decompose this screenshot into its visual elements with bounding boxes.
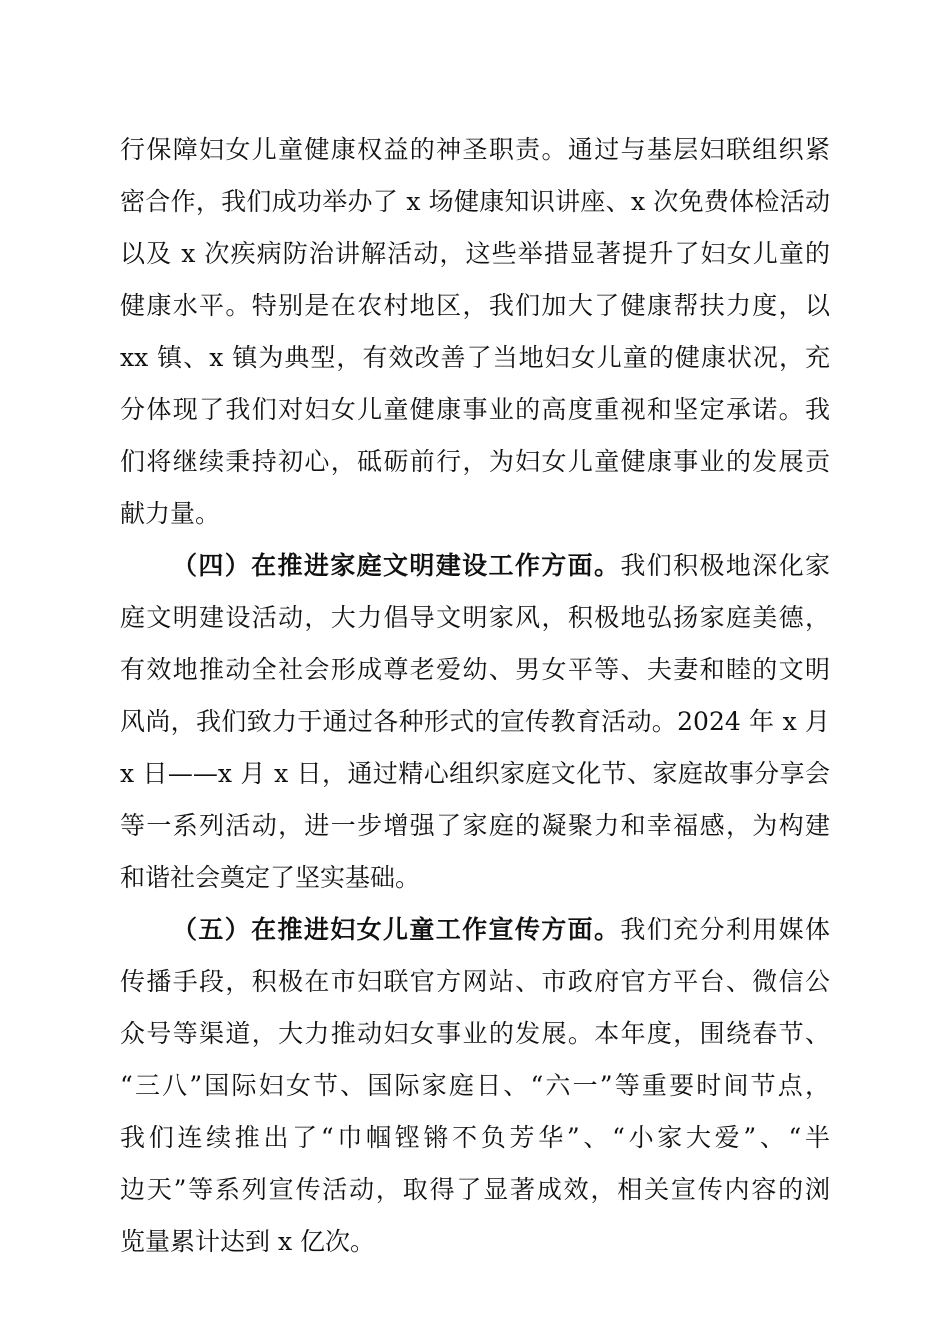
paragraph-family-civilization bbox=[120, 540, 830, 904]
document-body bbox=[120, 124, 830, 1268]
section-heading-five: （五）在推进妇女儿童工作宣传方面。 bbox=[172, 915, 621, 944]
text-run: 我们积极地深化家 bbox=[620, 551, 830, 580]
text-line: 分体现了我们对妇女儿童健康事业的高度重视和坚定承诺。我 bbox=[120, 395, 830, 424]
text-line: 有效地推动全社会形成尊老爱幼、男女平等、夫妻和睦的文明 bbox=[120, 655, 830, 684]
text-line: 等一系列活动，进一步增强了家庭的凝聚力和幸福感，为构建 bbox=[120, 811, 830, 840]
text-line: 以及 x 次疾病防治讲解活动，这些举措显著提升了妇女儿童的 bbox=[120, 239, 830, 268]
text-line: 和谐社会奠定了坚实基础。 bbox=[120, 863, 421, 892]
text-line: 庭文明建设活动，大力倡导文明家风，积极地弘扬家庭美德， bbox=[120, 603, 830, 632]
paragraph-health bbox=[120, 124, 830, 540]
text-line: xx 镇、x 镇为典型，有效改善了当地妇女儿童的健康状况，充 bbox=[120, 343, 830, 372]
text-line-first bbox=[120, 904, 830, 956]
text-line: x 日——x 月 x 日，通过精心组织家庭文化节、家庭故事分享会 bbox=[120, 759, 830, 788]
section-heading-four: （四）在推进家庭文明建设工作方面。 bbox=[172, 551, 621, 580]
text-line: 献力量。 bbox=[120, 499, 221, 528]
text-line: 行保障妇女儿童健康权益的神圣职责。通过与基层妇联组织紧 bbox=[120, 135, 830, 164]
text-line: 传播手段，积极在市妇联官方网站、市政府官方平台、微信公 bbox=[120, 967, 830, 996]
text-run: 我们充分利用媒体 bbox=[620, 915, 830, 944]
text-line: 风尚，我们致力于通过各种形式的宣传教育活动。2024 年 x 月 bbox=[120, 707, 830, 736]
text-line: 健康水平。特别是在农村地区，我们加大了健康帮扶力度，以 bbox=[120, 291, 830, 320]
text-line: 我们连续推出了“巾帼铿锵不负芳华”、“小家大爱”、“半 bbox=[120, 1123, 830, 1152]
text-line: “三八”国际妇女节、国际家庭日、“六一”等重要时间节点， bbox=[120, 1071, 830, 1100]
text-line: 密合作，我们成功举办了 x 场健康知识讲座、x 次免费体检活动 bbox=[120, 187, 830, 216]
text-line: 边天”等系列宣传活动，取得了显著成效，相关宣传内容的浏 bbox=[120, 1175, 830, 1204]
text-line: 览量累计达到 x 亿次。 bbox=[120, 1227, 375, 1256]
paragraph-publicity bbox=[120, 904, 830, 1268]
text-line-first bbox=[120, 540, 830, 592]
text-line: 众号等渠道，大力推动妇女事业的发展。本年度，围绕春节、 bbox=[120, 1019, 830, 1048]
text-line: 们将继续秉持初心，砥砺前行，为妇女儿童健康事业的发展贡 bbox=[120, 447, 830, 476]
